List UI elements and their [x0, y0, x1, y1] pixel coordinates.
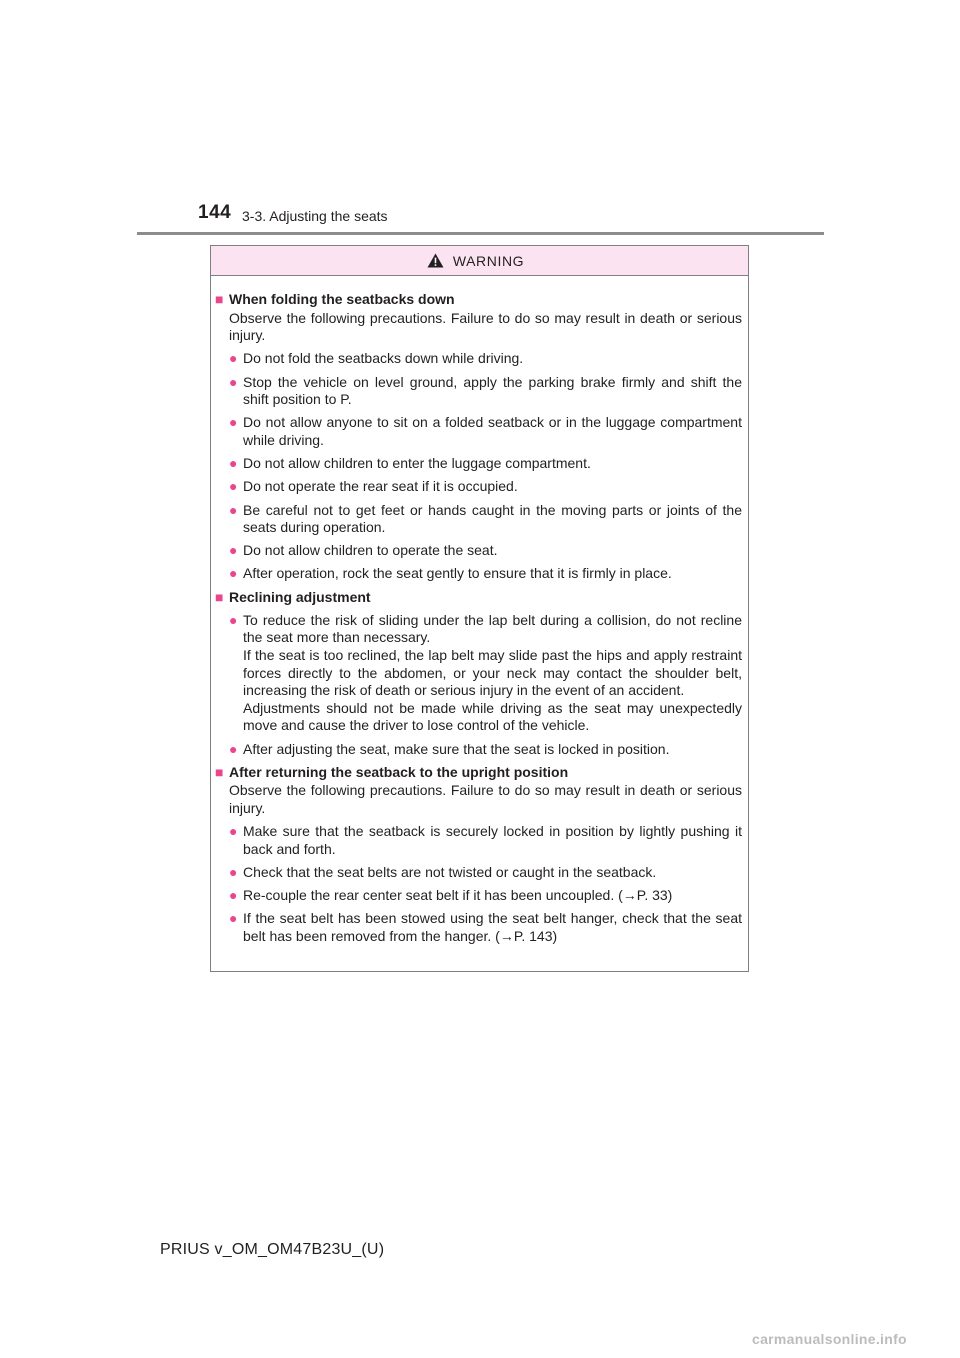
bullet-item-text: [243, 414, 742, 449]
round-bullet-icon: ●: [229, 455, 238, 472]
round-bullet-icon: ●: [229, 565, 238, 582]
bullet-paragraph: Do not fold the seatbacks down while driving.: [243, 350, 524, 367]
warning-box: [210, 245, 749, 972]
watermark: carmanualsonline.info: [752, 1331, 907, 1347]
warning-triangle-icon: [427, 253, 444, 268]
bullet-item: [215, 350, 742, 368]
bullet-item: [215, 864, 742, 882]
section-heading-text: Reclining adjustment: [229, 588, 371, 605]
bullet-paragraph: Re-couple the rear center seat belt if it has been uncoupled. (→P. 33): [243, 887, 673, 904]
round-bullet-icon: ●: [229, 611, 238, 628]
bullet-item-text: [243, 887, 742, 905]
bullet-item-text: [243, 612, 742, 735]
bullet-item: [215, 887, 742, 905]
section-heading: [215, 291, 742, 309]
bullet-item-text: [243, 864, 742, 882]
square-bullet-icon: ■: [215, 763, 224, 780]
page-number: 144: [198, 202, 232, 223]
bullet-item: [215, 374, 742, 409]
bullet-paragraph: After operation, rock the seat gently to ensure that it is firmly in place.: [243, 565, 672, 582]
header-rule: [137, 232, 824, 235]
warning-body: [211, 276, 748, 946]
section-title: 3-3. Adjusting the seats: [242, 208, 388, 224]
section-intro: Observe the following precautions. Failure to do so may result in death or serious injury.: [229, 309, 742, 344]
bullet-paragraph: After adjusting the seat, make sure that the seat is locked in position.: [243, 740, 670, 757]
bullet-paragraph: Adjustments should not be made while driving as the seat may unexpectedly move and cause the driver to lose control of the vehicle.: [243, 699, 742, 734]
bullet-paragraph: Check that the seat belts are not twisted or caught in the seatback.: [243, 863, 657, 880]
round-bullet-icon: ●: [229, 478, 238, 495]
bullet-paragraph: Make sure that the seatback is securely locked in position by lightly pushing it back and forth.: [243, 823, 742, 857]
bullet-item-text: [243, 502, 742, 537]
section-heading: [215, 764, 742, 782]
round-bullet-icon: ●: [229, 414, 238, 431]
bullet-paragraph: Do not allow children to operate the seat.: [243, 542, 498, 559]
warning-section: [215, 291, 742, 583]
section-heading: [215, 589, 742, 607]
bullet-item-text: [243, 455, 742, 473]
round-bullet-icon: ●: [229, 542, 238, 559]
bullet-item: [215, 741, 742, 759]
bullet-item-text: [243, 910, 742, 945]
section-intro: Observe the following precautions. Failure to do so may result in death or serious injury.: [229, 782, 742, 816]
round-bullet-icon: ●: [229, 823, 238, 840]
bullet-item-text: [243, 350, 742, 368]
round-bullet-icon: ●: [229, 887, 238, 904]
warning-section: [215, 764, 742, 946]
round-bullet-icon: ●: [229, 910, 238, 927]
bullet-item: [215, 478, 742, 496]
round-bullet-icon: ●: [229, 350, 238, 367]
bullet-item-text: [243, 741, 742, 759]
square-bullet-icon: ■: [215, 291, 224, 307]
warning-title: WARNING: [452, 252, 525, 269]
bullet-item: [215, 455, 742, 473]
section-heading-text: When folding the seatbacks down: [229, 291, 455, 307]
bullet-item: [215, 910, 742, 945]
page-header: [0, 0, 960, 240]
bullet-item: [215, 823, 742, 858]
bullet-paragraph: Do not allow children to enter the luggage compartment.: [243, 455, 591, 472]
bullet-paragraph: Be careful not to get feet or hands caught in the moving parts or joints of the seats during operation.: [243, 501, 742, 536]
bullet-paragraph: Do not allow anyone to sit on a folded seatback or in the luggage compartment while driving.: [243, 414, 742, 448]
square-bullet-icon: ■: [215, 588, 224, 605]
bullet-paragraph: Stop the vehicle on level ground, apply the parking brake firmly and shift the shift position to P.: [243, 373, 742, 408]
bullet-item: [215, 414, 742, 449]
warning-header: [211, 246, 748, 276]
bullet-item: [215, 565, 742, 583]
warning-section: [215, 589, 742, 759]
bullet-paragraph: If the seat is too reclined, the lap belt may slide past the hips and apply restraint forces directly to the abdomen, or your neck may contact the shoulder belt, increasing the risk of death or serious injury in the event of an accident.: [243, 647, 742, 699]
bullet-item-text: [243, 565, 742, 583]
bullet-paragraph: If the seat belt has been stowed using the seat belt hanger, check that the seat belt has been removed from the hanger. (→P. 143): [243, 910, 742, 944]
bullet-item-text: [243, 478, 742, 496]
round-bullet-icon: ●: [229, 373, 238, 390]
round-bullet-icon: ●: [229, 740, 238, 757]
bullet-item-text: [243, 823, 742, 858]
round-bullet-icon: ●: [229, 863, 238, 880]
round-bullet-icon: ●: [229, 501, 238, 518]
bullet-paragraph: Do not operate the rear seat if it is occupied.: [243, 478, 518, 495]
bullet-paragraph: To reduce the risk of sliding under the lap belt during a collision, do not recline the seat more than necessary.: [243, 611, 742, 646]
bullet-item: [215, 612, 742, 735]
bullet-item: [215, 542, 742, 560]
section-heading-text: After returning the seatback to the upright position: [229, 763, 569, 780]
bullet-item-text: [243, 374, 742, 409]
document-code: PRIUS v_OM_OM47B23U_(U): [160, 1241, 385, 1258]
bullet-item-text: [243, 542, 742, 560]
bullet-item: [215, 502, 742, 537]
